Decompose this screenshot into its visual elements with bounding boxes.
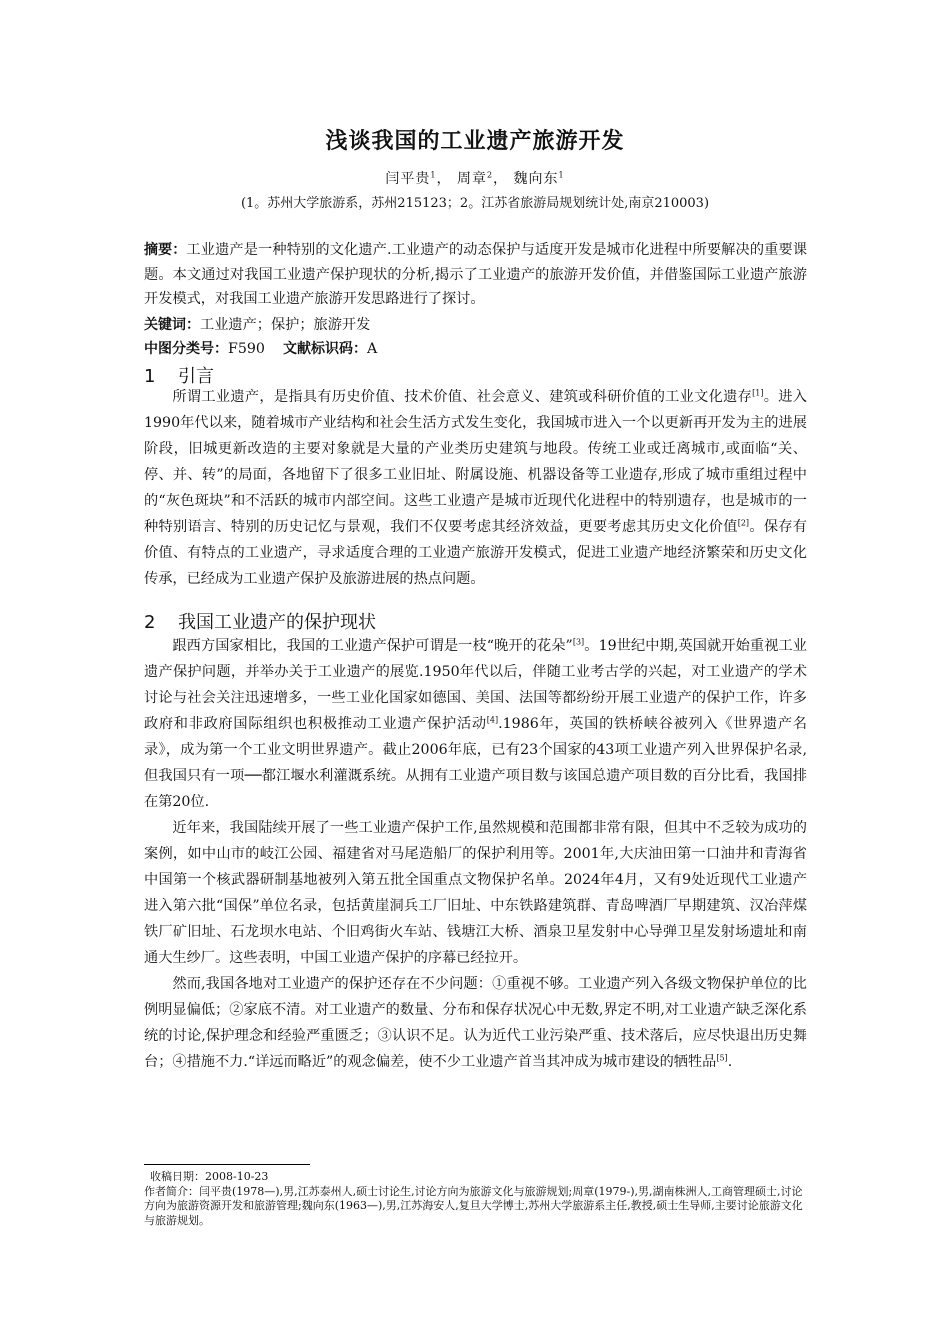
doc-code-value: A bbox=[366, 341, 378, 357]
received-date: 收稿日期：2008-10-23 bbox=[150, 1170, 269, 1183]
section-number: 1 bbox=[144, 366, 156, 387]
section-title: 我国工业遗产的保护现状 bbox=[178, 612, 376, 633]
paragraph bbox=[144, 971, 807, 1075]
paragraph-text: 所谓工业遗产，是指具有历史价值、技术价值、社会意义、建筑或科研价值的工业文化遗存 bbox=[172, 389, 753, 405]
paragraph-text: 。保存有价值、有特点的工业遗产，寻求适度合理的工业遗产旅游开发模式，促进工业遗产地经济繁荣和历史文化传承，已经成为工业遗产保护及旅游进展的热点问题。 bbox=[144, 519, 807, 587]
abstract-label: 摘要： bbox=[144, 242, 187, 258]
paragraph-text: 近年来，我国陆续开展了一些工业遗产保护工作,虽然规模和范围都非常有限，但其中不乏较为成功的案例，如中山市的岐江公园、福建省对马尾造船厂的保护利用等。2001年,大庆油田第一口油井和青海省中国第一个核武器研制基地被列入第五批全国重点文物保护名单。2024年4月，又有9处近现代工业遗产进入第六批“国保”单位名录，包括黄崖洞兵工厂旧址、中东铁路建筑群、青岛啤酒厂早期建筑、汉冶萍煤铁厂矿旧址、石龙坝水电站、个旧鸡街火车站、钱塘江大桥、酒泉卫星发射中心导弹卫星发射场遗址和南通大生纱厂。这些表明，中国工业遗产保护的序幕已经拉开。 bbox=[144, 820, 807, 966]
section-heading bbox=[144, 608, 376, 634]
paragraph-text: . bbox=[727, 1054, 733, 1070]
citation-mark: [5] bbox=[716, 1053, 728, 1063]
paragraph-text: 。19世纪中期,英国就开始重视工业遗产保护问题，并举办关于工业遗产的展览.1950年代以后，伴随工业考古学的兴起，对工业遗产的学术讨论与社会关注迅速增多，一些工业化国家如德国、美国、法国等都纷纷开展工业遗产的保护工作，许多政府和非政府国际组织也积极推动工业遗产保护活动 bbox=[144, 638, 807, 732]
paragraph bbox=[144, 633, 807, 815]
author-affil-mark: 1 bbox=[430, 170, 437, 180]
footnote-divider bbox=[144, 1164, 310, 1165]
section-body bbox=[144, 633, 807, 1075]
paragraph-text: 跟西方国家相比，我国的工业遗产保护可谓是一枝“晚开的花朵” bbox=[172, 638, 573, 654]
paragraph-text: 。进入1990年代以来，随着城市产业结构和社会生活方式发生变化，我国城市进入一个以更新再开发为主的进展阶段，旧城更新改造的主要对象就是大量的产业类历史建筑与地段。传统工业或迁离城市,或面临“关、停、并、转”的局面，各地留下了很多工业旧址、附属设施、机器设备等工业遗存,形成了城市重组过程中的“灰色斑块”和不活跃的城市内部空间。这些工业遗产是城市近现代化进程中的特别遗存，也是城市的一种特别语言、特别的历史记忆与景观，我们不仅要考虑其经济效益，更要考虑其历史文化价值 bbox=[144, 389, 807, 535]
section-body bbox=[144, 384, 807, 592]
author-bio: 作者简介：闫平贵(1978—),男,江苏泰州人,硕士讨论生,讨论方向为旅游文化与旅游规划;周章(1979-),男,湖南株洲人,工商管理硕士,讨论方向为旅游资源开发和旅游管理;魏向东(1963—),男,江苏海安人,复旦大学博士,苏州大学旅游系主任,教授,硕士生导师,主要讨论旅游文化与旅游规划。 bbox=[144, 1184, 803, 1227]
paragraph bbox=[144, 815, 807, 971]
author-line: 闫平贵$^1$， 周章$^2$， 魏向东$^1$ bbox=[385, 170, 565, 187]
section-title: 引言 bbox=[178, 366, 214, 387]
classification-line bbox=[144, 337, 807, 361]
paragraph-text: .1986年，英国的铁桥峡谷被列入《世界遗产名录》，成为第一个工业文明世界遗产。截止2006年底，已有23个国家的43项工业遗产列入世界保护名录,但我国只有一项──都江堰水利灌溉系统。从拥有工业遗产项目数与该国总遗产项目数的百分比看，我国排在第20位. bbox=[144, 716, 807, 810]
citation-mark: [3] bbox=[572, 637, 585, 647]
doc-code-label: 文献标识码： bbox=[282, 341, 367, 357]
author-affil-mark: 2 bbox=[486, 170, 494, 180]
clc-label: 中图分类号： bbox=[144, 341, 228, 357]
footnote bbox=[144, 1170, 807, 1228]
section-number: 2 bbox=[144, 612, 156, 633]
author-name: 闫平贵 bbox=[385, 171, 431, 187]
clc-value: F590 bbox=[228, 341, 265, 357]
abstract-text: 工业遗产是一种特别的文化遗产.工业遗产的动态保护与适度开发是城市化进程中所要解决的重要课题。本文通过对我国工业遗产保护现状的分析,揭示了工业遗产的旅游开发价值，并借鉴国际工业遗产旅游开发模式，对我国工业遗产旅游开发思路进行了探讨。 bbox=[144, 242, 808, 307]
keywords-label: 关键词： bbox=[144, 317, 200, 333]
paper-title: 浅谈我国的工业遗产旅游开发 bbox=[325, 129, 625, 154]
abstract bbox=[144, 238, 807, 312]
keywords-text: 工业遗产；保护；旅游开发 bbox=[200, 317, 371, 333]
author-name: 魏向东 bbox=[513, 171, 559, 187]
keywords bbox=[144, 313, 807, 337]
paragraph bbox=[144, 384, 807, 592]
citation-mark: [1] bbox=[752, 388, 764, 398]
author-name: 周章 bbox=[456, 171, 487, 187]
citation-mark: [2] bbox=[737, 518, 750, 528]
citation-mark: [4] bbox=[486, 715, 499, 725]
paragraph-text: 然而,我国各地对工业遗产的保护还存在不少问题：①重视不够。工业遗产列入各级文物保护单位的比例明显偏低；②家底不清。对工业遗产的数量、分布和保存状况心中无数,界定不明,对工业遗产缺乏深化系统的讨论,保护理念和经验严重匮乏；③认识不足。认为近代工业污染严重、技术落后，应尽快退出历史舞台；④措施不力.“详远而略近”的观念偏差，使不少工业遗产首当其冲成为城市建设的牺牲品 bbox=[144, 976, 807, 1070]
author-affil-mark: 1 bbox=[558, 170, 565, 180]
affiliation-line: (1。苏州大学旅游系，苏州215123；2。江苏省旅游局规划统计处,南京210003) bbox=[240, 196, 710, 211]
